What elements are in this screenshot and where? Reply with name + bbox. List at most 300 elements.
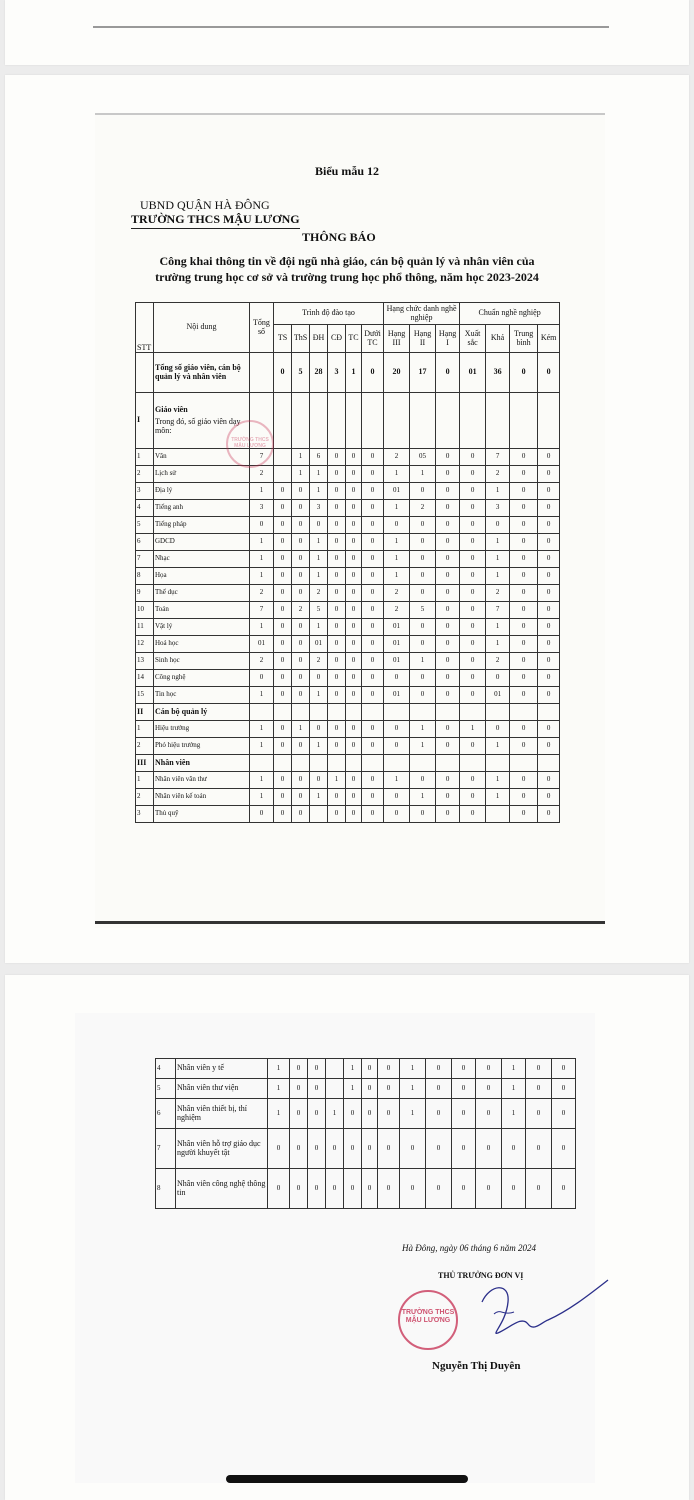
data-cell: 0	[290, 1099, 308, 1129]
data-cell: 0	[452, 1079, 476, 1099]
data-cell: 0	[436, 619, 460, 636]
data-cell: 0	[460, 500, 486, 517]
signer-name: Nguyễn Thị Duyên	[432, 1360, 521, 1372]
data-cell: 1	[502, 1099, 526, 1129]
data-cell: 0	[346, 449, 362, 466]
data-cell: 0	[426, 1059, 452, 1079]
data-cell: 0	[538, 806, 560, 823]
data-cell: 0	[378, 1059, 400, 1079]
data-cell: 2	[384, 449, 410, 466]
seal-text: TRƯỜNG THCS MẬU LƯƠNG	[401, 1309, 455, 1325]
row-stt: 7	[136, 551, 154, 568]
empty-cell	[346, 704, 362, 721]
data-cell: 2	[486, 585, 510, 602]
row-stt: 3	[136, 806, 154, 823]
data-cell: 0	[384, 789, 410, 806]
notice-title: THÔNG BÁO	[302, 230, 376, 244]
data-cell: 0	[436, 500, 460, 517]
data-cell: 01	[384, 619, 410, 636]
empty-cell	[310, 393, 328, 449]
total-cell: 20	[384, 353, 410, 393]
data-cell: 0	[476, 1079, 502, 1099]
data-cell: 0	[274, 551, 292, 568]
faded-stamp	[226, 420, 274, 468]
empty-cell	[250, 755, 274, 772]
data-cell: 0	[436, 806, 460, 823]
row-label: Nhạc	[154, 551, 250, 568]
data-cell: 0	[526, 1059, 552, 1079]
data-cell: 0	[410, 517, 436, 534]
data-cell: 5	[310, 602, 328, 619]
total-cell: 1	[346, 353, 362, 393]
data-cell: 0	[292, 806, 310, 823]
data-cell: 0	[346, 619, 362, 636]
data-cell: 0	[328, 483, 346, 500]
table-row	[136, 806, 560, 823]
data-cell: 0	[346, 517, 362, 534]
data-cell: 0	[346, 789, 362, 806]
row-stt: 15	[136, 687, 154, 704]
data-cell: 1	[310, 466, 328, 483]
data-cell: 0	[292, 551, 310, 568]
row-stt: 12	[136, 636, 154, 653]
data-cell: 0	[268, 1169, 290, 1209]
data-cell: 2	[250, 653, 274, 670]
data-cell: 0	[476, 1099, 502, 1129]
row-stt: 1	[136, 449, 154, 466]
section-title: Cán bộ quản lý	[154, 704, 250, 721]
row-label: Lịch sử	[154, 466, 250, 483]
data-cell: 0	[552, 1099, 576, 1129]
data-cell: 0	[292, 738, 310, 755]
signing-date: Hà Đông, ngày 06 tháng 6 năm 2024	[402, 1243, 536, 1253]
data-cell: 0	[410, 585, 436, 602]
data-cell: 0	[362, 772, 384, 789]
data-cell: 0	[436, 534, 460, 551]
empty-cell	[436, 755, 460, 772]
data-cell: 0	[328, 500, 346, 517]
data-cell: 0	[274, 772, 292, 789]
empty-cell	[328, 704, 346, 721]
subheader-cell: Khá	[486, 325, 510, 353]
empty-cell	[274, 755, 292, 772]
data-cell: 0	[436, 483, 460, 500]
data-cell: 0	[476, 1169, 502, 1209]
data-cell: 0	[436, 721, 460, 738]
data-cell: 1	[410, 738, 436, 755]
data-cell: 0	[426, 1079, 452, 1099]
data-cell: 0	[510, 602, 538, 619]
data-cell: 0	[460, 806, 486, 823]
table-row	[156, 1169, 576, 1209]
data-cell: 0	[290, 1079, 308, 1099]
total-cell: 0	[274, 353, 292, 393]
data-cell: 01	[384, 483, 410, 500]
total-cell: 0	[362, 353, 384, 393]
data-cell: 1	[486, 738, 510, 755]
table-row	[136, 500, 560, 517]
data-cell: 0	[362, 738, 384, 755]
empty-cell	[292, 704, 310, 721]
data-cell: 1	[292, 466, 310, 483]
empty-cell	[486, 393, 510, 449]
data-cell: 1	[384, 500, 410, 517]
data-cell: 7	[250, 602, 274, 619]
data-cell: 0	[328, 619, 346, 636]
data-cell: 1	[344, 1079, 362, 1099]
data-cell: 0	[410, 568, 436, 585]
data-cell: 0	[346, 500, 362, 517]
data-cell: 1	[344, 1059, 362, 1079]
data-cell: 0	[362, 500, 384, 517]
row-label: Hiệu trưởng	[154, 721, 250, 738]
row-label: Phó hiệu trưởng	[154, 738, 250, 755]
data-cell: 1	[250, 687, 274, 704]
empty-cell	[384, 704, 410, 721]
data-cell: 1	[310, 568, 328, 585]
data-cell: 0	[502, 1129, 526, 1169]
data-cell: 0	[328, 517, 346, 534]
row-stt: 8	[156, 1169, 176, 1209]
data-cell: 0	[362, 619, 384, 636]
data-cell: 0	[538, 534, 560, 551]
data-cell: 0	[378, 1169, 400, 1209]
data-cell: 1	[310, 483, 328, 500]
empty-cell	[460, 755, 486, 772]
data-cell: 0	[452, 1099, 476, 1129]
data-cell: 0	[460, 670, 486, 687]
authority-name: UBND QUẬN HÀ ĐÔNG	[140, 198, 270, 212]
data-cell: 0	[460, 483, 486, 500]
home-indicator[interactable]	[226, 1475, 468, 1483]
data-cell: 0	[510, 653, 538, 670]
data-cell: 01	[384, 687, 410, 704]
data-cell: 0	[410, 806, 436, 823]
data-cell: 1	[250, 568, 274, 585]
section-stt: I	[136, 393, 154, 449]
row-stt: 2	[136, 789, 154, 806]
data-cell: 0	[326, 1129, 344, 1169]
data-cell: 1	[250, 619, 274, 636]
page-bottom-rule	[95, 921, 605, 924]
data-cell: 2	[410, 500, 436, 517]
data-cell: 0	[344, 1129, 362, 1169]
header-stt: STT	[136, 303, 154, 353]
data-cell: 0	[460, 449, 486, 466]
data-cell: 0	[328, 806, 346, 823]
data-cell: 0	[510, 806, 538, 823]
data-cell: 0	[362, 1099, 378, 1129]
row-stt: 7	[156, 1129, 176, 1169]
data-cell: 2	[486, 653, 510, 670]
data-cell	[486, 806, 510, 823]
data-cell: 0	[292, 568, 310, 585]
handwritten-signature	[430, 1272, 610, 1362]
data-cell: 0	[436, 585, 460, 602]
empty-cell	[346, 755, 362, 772]
data-cell: 0	[362, 653, 384, 670]
data-cell: 0	[526, 1169, 552, 1209]
data-cell: 3	[250, 500, 274, 517]
row-label: Nhân viên thiết bị, thí nghiệm	[176, 1099, 268, 1129]
data-cell: 1	[310, 789, 328, 806]
table-row	[136, 636, 560, 653]
data-cell: 0	[538, 653, 560, 670]
data-cell: 0	[362, 670, 384, 687]
empty-cell	[362, 704, 384, 721]
data-cell: 0	[510, 772, 538, 789]
data-cell: 0	[510, 670, 538, 687]
row-stt: 9	[136, 585, 154, 602]
data-cell: 0	[384, 517, 410, 534]
row-stt: 5	[156, 1079, 176, 1099]
data-cell: 0	[476, 1129, 502, 1169]
table-row	[136, 789, 560, 806]
data-cell: 7	[486, 602, 510, 619]
empty-cell	[328, 755, 346, 772]
data-cell: 1	[460, 721, 486, 738]
row-stt: 1	[136, 772, 154, 789]
data-cell: 0	[426, 1099, 452, 1129]
data-cell: 0	[292, 636, 310, 653]
data-cell: 3	[310, 500, 328, 517]
data-cell: 0	[510, 466, 538, 483]
empty-cell	[362, 755, 384, 772]
data-cell: 01	[384, 636, 410, 653]
data-cell: 0	[436, 517, 460, 534]
empty-cell	[410, 393, 436, 449]
data-cell: 0	[344, 1169, 362, 1209]
data-cell: 0	[378, 1099, 400, 1129]
total-cell: 36	[486, 353, 510, 393]
data-cell: 0	[274, 687, 292, 704]
subheader-cell: Kém	[538, 325, 560, 353]
data-cell: 0	[328, 568, 346, 585]
total-cell: 01	[460, 353, 486, 393]
data-cell: 0	[362, 449, 384, 466]
row-label: Thể dục	[154, 585, 250, 602]
data-cell: 7	[486, 449, 510, 466]
data-cell: 0	[552, 1059, 576, 1079]
data-cell: 0	[362, 721, 384, 738]
row-stt: 3	[136, 483, 154, 500]
data-cell: 0	[526, 1129, 552, 1169]
data-cell: 0	[510, 534, 538, 551]
data-cell: 2	[292, 602, 310, 619]
data-cell: 0	[328, 551, 346, 568]
previous-page-fragment	[5, 0, 689, 65]
data-cell: 0	[362, 483, 384, 500]
data-cell: 0	[476, 1059, 502, 1079]
data-cell: 0	[346, 602, 362, 619]
data-cell: 0	[510, 789, 538, 806]
data-cell: 1	[268, 1079, 290, 1099]
data-cell: 0	[328, 534, 346, 551]
data-cell: 0	[308, 1079, 326, 1099]
table-row	[136, 738, 560, 755]
data-cell: 0	[290, 1169, 308, 1209]
row-stt: 4	[136, 500, 154, 517]
total-cell: 28	[310, 353, 328, 393]
staff-statistics-table-continued	[155, 1058, 576, 1209]
data-cell: 0	[460, 636, 486, 653]
row-label: Toán	[154, 602, 250, 619]
table-row	[136, 466, 560, 483]
data-cell: 0	[362, 806, 384, 823]
data-cell: 1	[310, 687, 328, 704]
data-cell: 0	[510, 619, 538, 636]
data-cell: 0	[502, 1169, 526, 1209]
data-cell: 1	[326, 1099, 344, 1129]
row-stt: 10	[136, 602, 154, 619]
data-cell: 1	[268, 1099, 290, 1129]
section-stt: II	[136, 704, 154, 721]
data-cell: 0	[308, 1169, 326, 1209]
data-cell: 1	[310, 551, 328, 568]
section-title: Giáo viên	[155, 404, 188, 414]
data-cell: 0	[510, 500, 538, 517]
header-hang-chuc-danh: Hạng chức danh nghề nghiệp	[384, 303, 460, 325]
table-row	[136, 687, 560, 704]
data-cell: 0	[362, 517, 384, 534]
data-cell: 0	[384, 738, 410, 755]
data-cell: 0	[292, 585, 310, 602]
table-row	[136, 551, 560, 568]
data-cell: 0	[538, 517, 560, 534]
data-cell: 0	[344, 1099, 362, 1129]
data-cell: 0	[346, 551, 362, 568]
empty-cell	[538, 755, 560, 772]
data-cell: 1	[310, 534, 328, 551]
data-cell: 2	[384, 602, 410, 619]
data-cell: 0	[328, 449, 346, 466]
data-cell: 0	[426, 1169, 452, 1209]
row-label: Tin học	[154, 687, 250, 704]
data-cell: 0	[436, 466, 460, 483]
data-cell: 0	[274, 738, 292, 755]
row-stt: 5	[136, 517, 154, 534]
data-cell: 0	[486, 721, 510, 738]
row-label: GDCD	[154, 534, 250, 551]
data-cell: 7	[250, 449, 274, 466]
total-cell: 0	[538, 353, 560, 393]
row-stt: 2	[136, 738, 154, 755]
data-cell: 1	[328, 772, 346, 789]
table-row	[136, 483, 560, 500]
row-stt: 6	[156, 1099, 176, 1129]
data-cell: 0	[460, 619, 486, 636]
section-row	[136, 755, 560, 772]
row-stt: 1	[136, 721, 154, 738]
data-cell: 1	[250, 551, 274, 568]
data-cell: 0	[538, 466, 560, 483]
data-cell: 0	[292, 653, 310, 670]
data-cell: 1	[486, 483, 510, 500]
data-cell: 0	[552, 1129, 576, 1169]
data-cell: 0	[274, 602, 292, 619]
data-cell: 0	[274, 585, 292, 602]
row-label: Nhân viên kế toán	[154, 789, 250, 806]
data-cell: 0	[538, 738, 560, 755]
data-cell: 0	[362, 568, 384, 585]
empty-cell	[310, 755, 328, 772]
data-cell: 0	[510, 738, 538, 755]
data-cell: 0	[274, 483, 292, 500]
header-tong-so: Tổng số	[250, 303, 274, 353]
data-cell: 0	[328, 636, 346, 653]
data-cell: 0	[510, 585, 538, 602]
data-cell: 0	[436, 653, 460, 670]
data-cell: 0	[362, 534, 384, 551]
stamp-text: TRƯỜNG THCS MẬU LƯƠNG	[231, 437, 269, 449]
data-cell: 0	[346, 687, 362, 704]
row-label: Tiếng pháp	[154, 517, 250, 534]
row-label: Họa	[154, 568, 250, 585]
data-cell: 1	[384, 534, 410, 551]
row-label: Hoá học	[154, 636, 250, 653]
data-cell: 1	[502, 1079, 526, 1099]
data-cell: 0	[362, 551, 384, 568]
table-row	[136, 449, 560, 466]
data-cell: 1	[486, 534, 510, 551]
row-label: Nhân viên công nghệ thông tin	[176, 1169, 268, 1209]
data-cell: 0	[292, 772, 310, 789]
data-cell: 0	[460, 551, 486, 568]
data-cell: 0	[510, 483, 538, 500]
row-stt: 4	[156, 1059, 176, 1079]
data-cell: 0	[460, 653, 486, 670]
data-cell: 0	[346, 585, 362, 602]
empty-cell	[274, 704, 292, 721]
data-cell: 0	[274, 500, 292, 517]
total-label: Tổng số giáo viên, cán bộ quản lý và nhân viên	[154, 353, 250, 393]
subheader-cell: TC	[346, 325, 362, 353]
notice-description-line-1: Công khai thông tin về đội ngũ nhà giáo, cán bộ quản lý và nhân viên của	[159, 254, 535, 268]
row-label: Vật lý	[154, 619, 250, 636]
data-cell: 01	[310, 636, 328, 653]
section-row	[136, 393, 560, 449]
notice-description-line-2: trường trung học cơ sở và trường trung học phổ thông, năm học 2023-2024	[155, 270, 539, 284]
data-cell: 0	[538, 551, 560, 568]
data-cell: 0	[346, 534, 362, 551]
data-cell: 5	[410, 602, 436, 619]
empty-cell	[510, 704, 538, 721]
empty-cell	[510, 755, 538, 772]
data-cell: 0	[460, 687, 486, 704]
data-cell: 0	[410, 483, 436, 500]
data-cell: 0	[460, 517, 486, 534]
empty-cell	[460, 704, 486, 721]
data-cell: 0	[346, 653, 362, 670]
data-cell: 1	[486, 551, 510, 568]
data-cell: 2	[250, 466, 274, 483]
empty-cell	[510, 393, 538, 449]
section-title: Nhân viên	[154, 755, 250, 772]
row-label: Địa lý	[154, 483, 250, 500]
data-cell	[326, 1079, 344, 1099]
subheader-cell: ĐH	[310, 325, 328, 353]
data-cell: 0	[346, 670, 362, 687]
page-rule	[93, 26, 609, 28]
data-cell: 0	[274, 517, 292, 534]
data-cell: 0	[552, 1079, 576, 1099]
table-row	[156, 1099, 576, 1129]
data-cell: 0	[328, 670, 346, 687]
data-cell	[326, 1059, 344, 1079]
row-stt: 11	[136, 619, 154, 636]
data-cell: 0	[538, 500, 560, 517]
data-cell: 0	[510, 568, 538, 585]
